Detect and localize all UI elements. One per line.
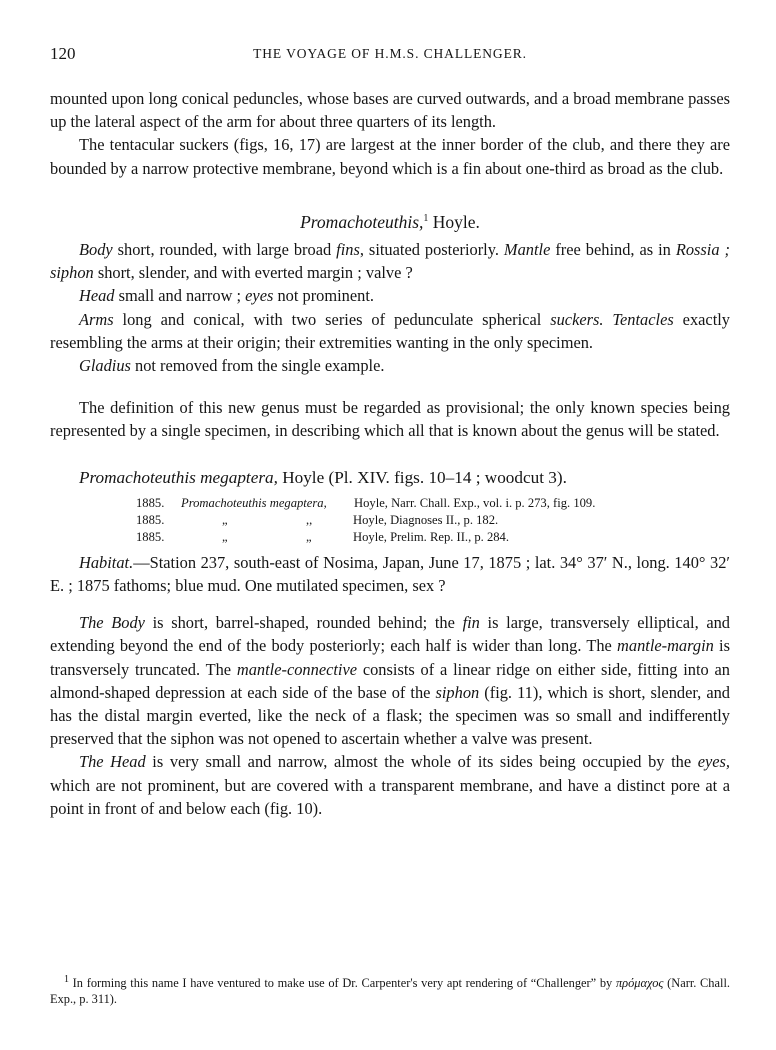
description-head: The Head is very small and narrow, almost the whole of its sides being occupied by the eyes, which are not prominent, but are covered with a transparent membrane, and have a distinct pore at a point in front of and below each (fig. 10). [50,752,731,818]
diagnosis-head: Head small and narrow ; eyes not prominent. [79,286,374,306]
footnote: $^1$ In forming this name I have ventured to make use of Dr. Carpenter's very apt rendering of “Challenger” by πρόμαχος (Narr. Chall. Exp., p. 311). [50,973,730,1006]
page-header [50,44,730,68]
diagnosis-arms: Arms long and conical, with two series of pedunculate spherical suckers. Tentacles exactly resembling the arms at their origin; their extremities wanting in the only specimen. [50,309,730,352]
description-body: The Body is short, barrel-shaped, rounded behind; the fin is large, transversely elliptical, and extending beyond the end of the body posteriorly; each half is wider than long. The mantle-margin is transversely truncated. The mantle-connective consists of a linear ridge on either side, fitting into an almond-shaped depression at each side of the base of the siphon (fig. 11), which is short, slender, and has the distal margin everted, like the neck of a flask; the specimen was so small and indifferently preserved that the siphon was not opened to ascertain whether a valve was present. [50,613,730,749]
synonymy-entry: 1885. „ „ Hoyle, Prelim. Rep. II., p. 284. [136,529,510,544]
habitat-paragraph: Habitat.—Station 237, south-east of Nosima, Japan, June 17, 1875 ; lat. 34° 37′ N., long. 140° 32′ E. ; 1875 fathoms; blue mud. One mutilated specimen, sex ? [50,552,730,596]
synonymy-entry: 1885. „ ,, Hoyle, Diagnoses II., p. 182. [136,512,499,527]
footnote-number: 1 [64,973,69,985]
diagnosis-body: Body short, rounded, with large broad fins, situated posteriorly. Mantle free behind, as in Rossia ; siphon short, slender, and with everted margin ; valve ? [50,240,730,283]
definition-paragraph: The definition of this new genus must be regarded as provisional; the only known species being represented by a single specimen, in describing which all that is known about the genus will be stated. [50,398,730,441]
running-title: THE VOYAGE OF H.M.S. CHALLENGER. [253,46,527,61]
greek-word: πρόμαχος [615,976,664,990]
diagnosis-gladius: Gladius not removed from the single example. [79,356,385,376]
species-name: Promachoteuthis megaptera, [79,467,278,487]
intro-paragraph-2: The tentacular suckers (figs, 16, 17) are largest at the inner border of the club, and there they are bounded by a narrow protective membrane, beyond which is a fin about one-third as broad as the club. [50,135,730,178]
genus-name: Promachoteuthis, [300,211,424,232]
intro-paragraph-1: mounted upon long conical peduncles, whose bases are curved outwards, and a broad membrane passes up the lateral aspect of the arm for about three quarters of its length. [50,89,730,132]
species-heading: Promachoteuthis megaptera, Hoyle (Pl. XIV. figs. 10–14 ; woodcut 3). [79,467,567,487]
genus-author: Hoyle. [428,211,480,232]
synonymy-entry: 1885. Promachoteuthis megaptera, Hoyle, Narr. Chall. Exp., vol. i. p. 273, fig. 109. [136,495,596,510]
page-number: 120 [50,44,76,63]
synonymy-list [136,495,730,546]
genus-heading [50,211,730,234]
footnote-mark: 1 [423,212,429,224]
main-text [50,87,730,820]
